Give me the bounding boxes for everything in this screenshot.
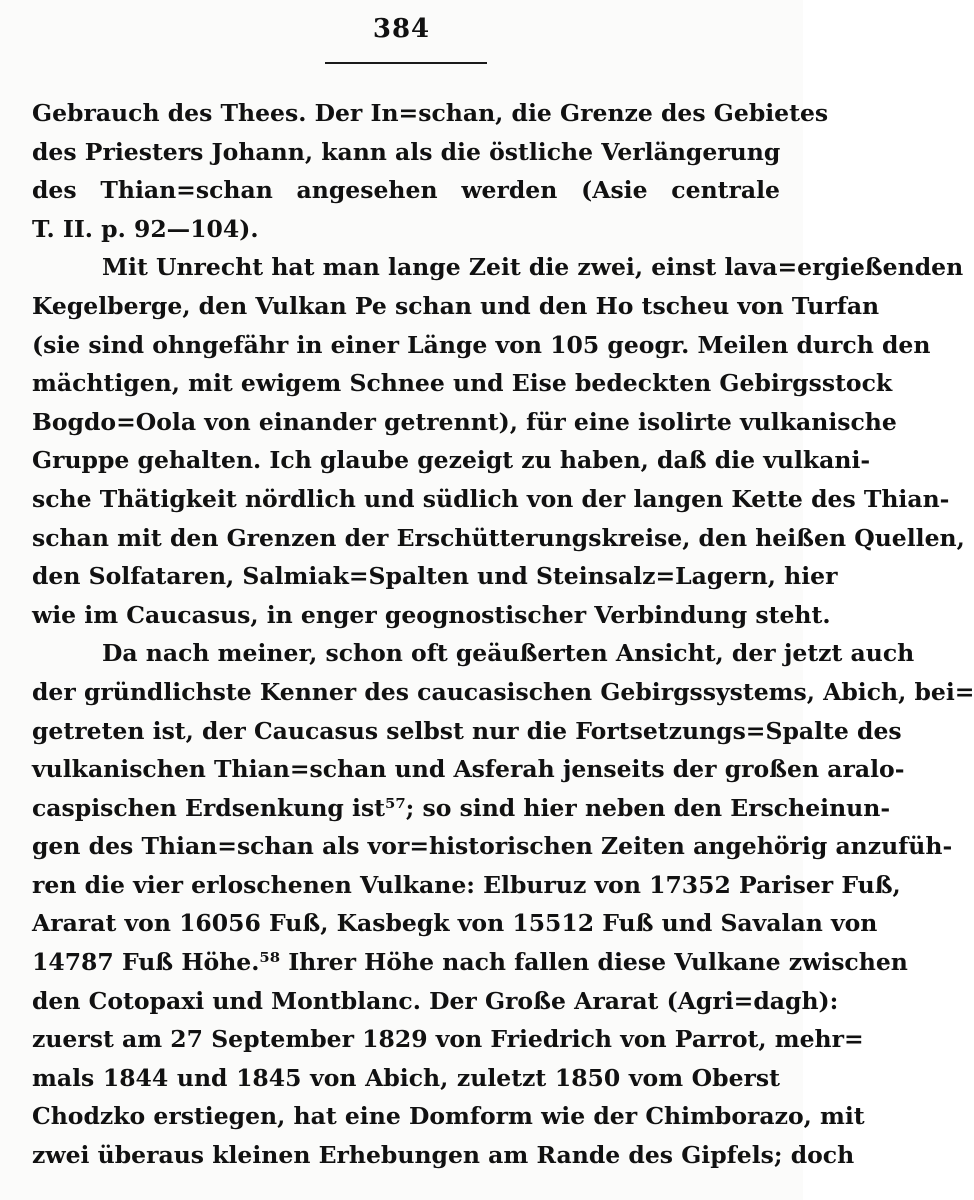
text-line: Chodzko erstiegen, hat eine Domform wie der Chimborazo, mit	[32, 1102, 865, 1131]
text-line: vulkanischen Thian=schan und Asferah jenseits der großen aralo-	[32, 755, 905, 784]
text-line: den Cotopaxi und Montblanc. Der Große Ararat (Agri=dagh):	[32, 986, 839, 1015]
text-line: ren die vier erloschenen Vulkane: Elburuz von 17352 Pariser Fuß,	[32, 870, 901, 899]
text-line: getreten ist, der Caucasus selbst nur die Fortsetzungs=Spalte des	[32, 716, 902, 745]
text-line: caspischen Erdsenkung ist⁵⁷; so sind hier neben den Erscheinun-	[32, 793, 891, 822]
text-line: Gruppe gehalten. Ich glaube gezeigt zu haben, daß die vulkani-	[32, 446, 871, 475]
text-line: 14787 Fuß Höhe.⁵⁸ Ihrer Höhe nach fallen diese Vulkane zwischen	[32, 948, 908, 977]
text-line: Gebrauch des Thees. Der In=schan, die Grenze des Gebietes	[32, 99, 829, 127]
text-line: der gründlichste Kenner des caucasischen Gebirgssystems, Abich, bei=	[32, 677, 974, 706]
page-number: 384	[372, 14, 431, 44]
text-line: schan mit den Grenzen der Erschütterungskreise, den heißen Quellen,	[32, 523, 965, 552]
text-line: Bogdo=Oola von einander getrennt), für eine isolirte vulkanische	[32, 407, 897, 436]
text-line: gen des Thian=schan als vor=historischen Zeiten angehörig anzufüh-	[32, 832, 953, 861]
text-line: zuerst am 27 September 1829 von Friedrich von Parrot, mehr=	[32, 1025, 864, 1054]
text-line: sche Thätigkeit nördlich und südlich von der langen Kette des Thian-	[32, 484, 950, 513]
text-line: Ararat von 16056 Fuß, Kasbegk von 15512 Fuß und Savalan von	[32, 909, 878, 938]
paragraph-first-line: Mit Unrecht hat man lange Zeit die zwei, einst lava=ergießenden	[102, 253, 964, 282]
text-line: mals 1844 und 1845 von Abich, zuletzt 1850 vom Oberst	[32, 1063, 780, 1092]
text-line: den Solfataren, Salmiak=Spalten und Steinsalz=Lagern, hier	[32, 562, 838, 591]
text-line: Kegelberge, den Vulkan Pe schan und den Ho tscheu von Turfan	[32, 291, 880, 320]
text-line: T. II. p. 92—104).	[32, 214, 259, 243]
header-rule	[325, 62, 487, 64]
text-line: mächtigen, mit ewigem Schnee und Eise bedeckten Gebirgsstock	[32, 369, 893, 398]
paragraph-first-line: Da nach meiner, schon oft geäußerten Ansicht, der jetzt auch	[102, 639, 915, 668]
text-line: (sie sind ohngefähr in einer Länge von 105 geogr. Meilen durch den	[32, 330, 931, 359]
body-text	[32, 94, 974, 1175]
text-line: des Thian=schan angesehen werden (Asie centrale	[32, 176, 780, 205]
text-line: wie im Caucasus, in enger geognostischer Verbindung steht.	[32, 600, 831, 629]
text-line: zwei überaus kleinen Erhebungen am Rande des Gipfels; doch	[32, 1141, 855, 1170]
text-line: des Priesters Johann, kann als die östliche Verlängerung	[32, 137, 781, 166]
